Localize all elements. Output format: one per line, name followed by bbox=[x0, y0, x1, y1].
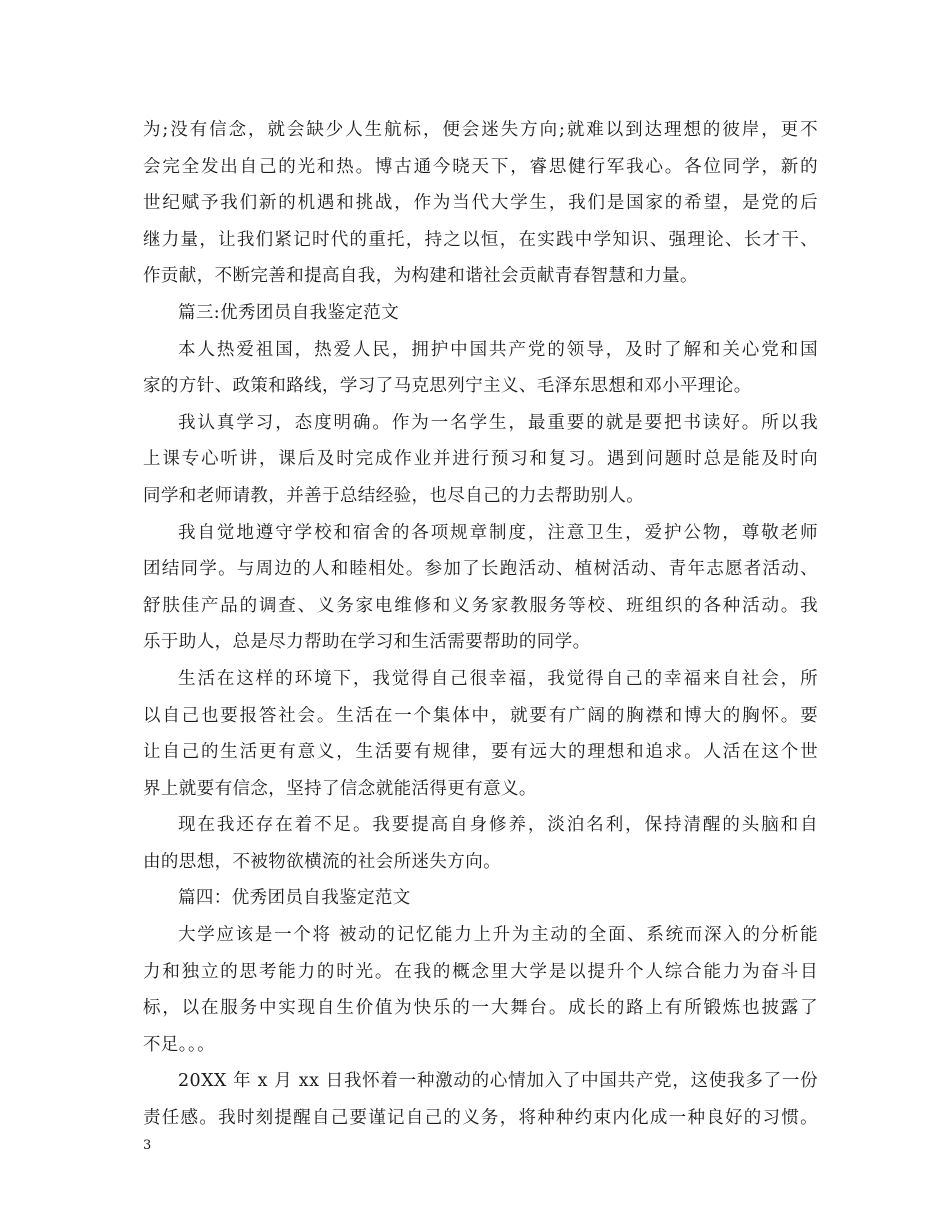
text-line: 界上就要有信念，坚持了信念就能活得更有意义。 bbox=[143, 778, 537, 799]
text-line: 会完全发出自己的光和热。博古通今晓天下，睿思健行军我心。各位同学，新的 bbox=[143, 156, 818, 177]
section-heading: 篇四：优秀团员自我鉴定范文 bbox=[178, 888, 411, 909]
text-line: 舒肤佳产品的调查、义务家电维修和义务家教服务等校、班组织的各种活动。我 bbox=[143, 595, 818, 616]
text-line: 乐于助人，总是尽力帮助在学习和生活需要帮助的同学。 bbox=[143, 632, 591, 653]
text-line: 标，以在服务中实现自生价值为快乐的一大舞台。成长的路上有所锻炼也披露了 bbox=[143, 998, 818, 1019]
text-line: 为;没有信念，就会缺少人生航标，便会迷失方向;就难以到达理想的彼岸，更不 bbox=[143, 120, 818, 140]
text-line: 不足。。。 bbox=[143, 1034, 215, 1055]
text-line: 继力量，让我们紧记时代的重托，持之以恒，在实践中学知识、强理论、长才干、 bbox=[143, 229, 818, 250]
text-line: 责任感。我时刻提醒自己要谨记自己的义务，将种种约束内化成一种良好的习惯。 bbox=[143, 1108, 818, 1129]
text-line: 家的方针、政策和路线，学习了马克思列宁主义、毛泽东思想和邓小平理论。 bbox=[143, 376, 752, 397]
text-line: 团结同学。与周边的人和睦相处。参加了长跑活动、植树活动、青年志愿者活动、 bbox=[143, 559, 818, 580]
text-line: 我自觉地遵守学校和宿舍的各项规章制度，注意卫生，爱护公物，尊敬老师 bbox=[178, 522, 818, 543]
text-line: 世纪赋予我们新的机遇和挑战，作为当代大学生，我们是国家的希望，是党的后 bbox=[143, 193, 818, 214]
section-heading: 篇三:优秀团员自我鉴定范文 bbox=[178, 302, 400, 323]
text-line: 现在我还存在着不足。我要提高自身修养，淡泊名利，保持清醒的头脑和自 bbox=[178, 815, 818, 836]
text-line: 20XX 年 x 月 xx 日我怀着一种激动的心情加入了中国共产党，这使我多了一份 bbox=[178, 1071, 818, 1092]
text-line: 同学和老师请教，并善于总结经验，也尽自己的力去帮助别人。 bbox=[143, 485, 645, 506]
text-line: 作贡献，不断完善和提高自我，为构建和谐社会贡献青春智慧和力量。 bbox=[143, 266, 698, 287]
text-line: 大学应该是一个将 被动的记忆能力上升为主动的全面、系统而深入的分析能 bbox=[178, 925, 818, 946]
text-line: 上课专心听讲，课后及时完成作业并进行预习和复习。遇到问题时总是能及时向 bbox=[143, 449, 818, 470]
text-line: 生活在这样的环境下，我觉得自己很幸福，我觉得自己的幸福来自社会，所 bbox=[178, 668, 818, 689]
document-body bbox=[143, 112, 818, 1137]
text-line: 以自己也要报答社会。生活在一个集体中，就要有广阔的胸襟和博大的胸怀。要 bbox=[143, 705, 818, 726]
text-line: 由的思想，不被物欲横流的社会所迷失方向。 bbox=[143, 851, 501, 872]
text-line: 本人热爱祖国，热爱人民，拥护中国共产党的领导，及时了解和关心党和国 bbox=[178, 339, 818, 360]
text-line: 力和独立的思考能力的时光。在我的概念里大学是以提升个人综合能力为奋斗目 bbox=[143, 961, 818, 982]
text-line: 让自己的生活更有意义，生活要有规律，要有远大的理想和追求。人活在这个世 bbox=[143, 742, 818, 763]
page-number: 3 bbox=[143, 1138, 152, 1153]
text-line: 我认真学习，态度明确。作为一名学生，最重要的就是要把书读好。所以我 bbox=[178, 412, 818, 433]
